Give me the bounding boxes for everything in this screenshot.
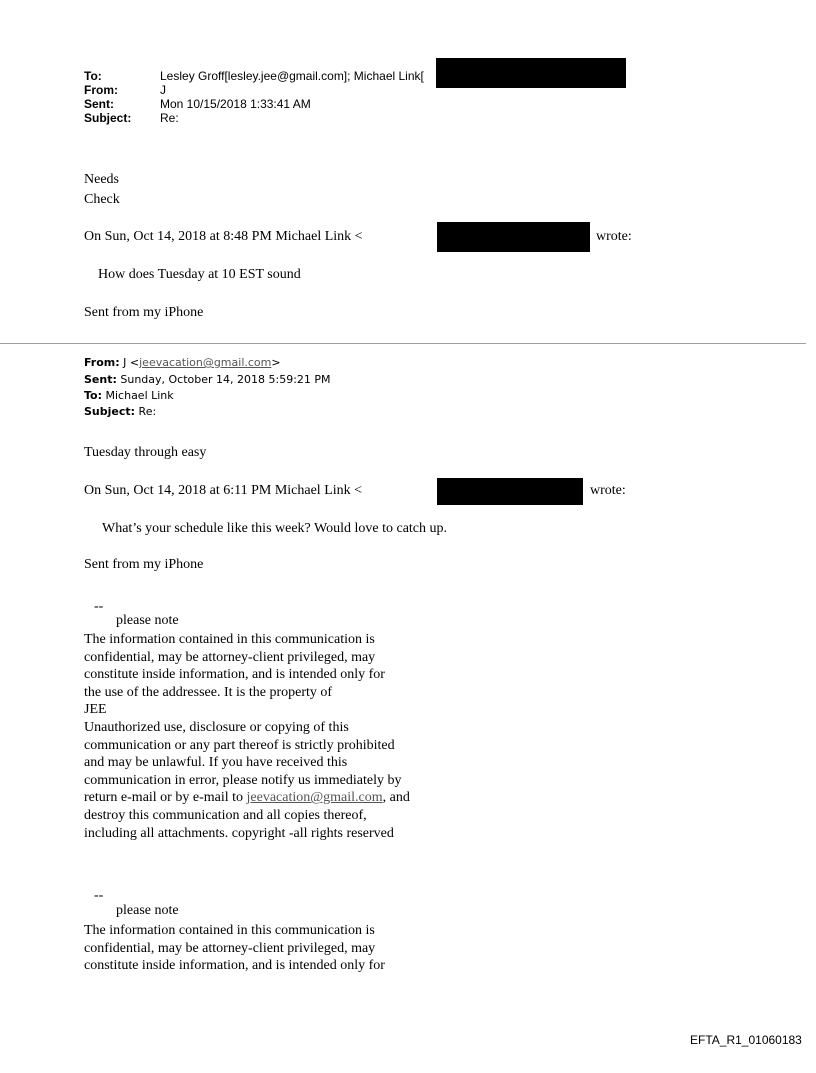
- fwd-subject-label: Subject:: [84, 405, 136, 418]
- fwd-to-label: To:: [84, 389, 102, 402]
- disclaimer-line: including all attachments. copyright -all rights reserved: [84, 825, 394, 841]
- disclaimer-line: The information contained in this communication is: [84, 632, 375, 647]
- fwd-subject-value: Re:: [138, 405, 157, 418]
- redaction-box: [437, 222, 590, 252]
- quoted-text: How does Tuesday at 10 EST sound: [98, 267, 301, 282]
- subject-label: Subject:: [84, 111, 132, 125]
- disclaimer-line: destroy this communication and all copies thereof,: [84, 807, 367, 823]
- disclaimer-line: communication or any part thereof is strictly prohibited: [84, 737, 395, 753]
- header-to: [84, 69, 424, 83]
- disclaimer-text: [84, 922, 385, 975]
- to-value: Lesley Groff[lesley.jee@gmail.com]; Michael Link[: [160, 69, 424, 83]
- disclaimer-line: the use of the addressee. It is the property of: [84, 684, 333, 700]
- fwd-subject: [84, 405, 156, 418]
- body-line: Needs: [84, 172, 119, 187]
- disclaimer-line: constitute inside information, and is intended only for: [84, 958, 385, 974]
- signature: Sent from my iPhone: [84, 305, 204, 320]
- from-label: From:: [84, 83, 118, 97]
- header-subject: [84, 111, 179, 125]
- disclaimer-text-part: return e-mail or by e-mail to: [84, 790, 247, 806]
- redaction-box: [436, 58, 626, 88]
- fwd-sent-value: Sunday, October 14, 2018 5:59:21 PM: [120, 373, 331, 386]
- fwd-to: [84, 389, 174, 402]
- wrote-label: wrote:: [590, 483, 626, 498]
- fwd-from-email-link[interactable]: jeevacation@gmail.com: [139, 356, 272, 369]
- disclaimer-line: confidential, may be attorney-client privileged, may: [84, 649, 376, 665]
- body-line: Check: [84, 192, 120, 207]
- header-sent: [84, 97, 311, 111]
- disclaimer-line: confidential, may be attorney-client privileged, may: [84, 940, 376, 956]
- to-label: To:: [84, 69, 102, 83]
- disclaimer-line: constitute inside information, and is intended only for: [84, 667, 385, 683]
- signature: Sent from my iPhone: [84, 557, 204, 572]
- fwd-from-close: >: [271, 356, 281, 369]
- disclaimer-line: Unauthorized use, disclosure or copying of this: [84, 719, 349, 735]
- sent-value: Mon 10/15/2018 1:33:41 AM: [160, 97, 311, 111]
- subject-value: Re:: [160, 111, 179, 125]
- fwd-to-value: Michael Link: [105, 389, 174, 402]
- document-id: EFTA_R1_01060183: [690, 1033, 802, 1047]
- sig-dashes: --: [94, 888, 104, 903]
- fwd-from-label: From:: [84, 356, 120, 369]
- quote-intro: On Sun, Oct 14, 2018 at 6:11 PM Michael Link <: [84, 483, 363, 498]
- wrote-label: wrote:: [596, 229, 632, 244]
- divider: [0, 343, 806, 344]
- from-value: J: [160, 83, 166, 97]
- disclaimer-line: and may be unlawful. If you have received this: [84, 755, 348, 771]
- fwd-sent: [84, 373, 331, 386]
- disclaimer-line: communication in error, please notify us immediately by: [84, 772, 402, 788]
- quote-intro: On Sun, Oct 14, 2018 at 8:48 PM Michael Link <: [84, 229, 363, 244]
- sent-label: Sent:: [84, 97, 114, 111]
- quoted-text: What’s your schedule like this week? Would love to catch up.: [102, 521, 448, 536]
- fwd-sent-label: Sent:: [84, 373, 117, 386]
- body-line: Tuesday through easy: [84, 445, 207, 460]
- disclaimer-text-part: , and: [382, 790, 410, 806]
- redaction-box: [437, 478, 583, 505]
- please-note: please note: [116, 903, 179, 918]
- sig-dashes: --: [94, 599, 104, 614]
- disclaimer-text: [84, 631, 410, 842]
- fwd-from: [84, 356, 281, 369]
- disclaimer-line: [84, 789, 410, 807]
- fwd-from-name: J <: [123, 356, 140, 369]
- header-from: [84, 83, 166, 97]
- email-link[interactable]: jeevacation@gmail.com: [246, 790, 383, 806]
- disclaimer-line: The information contained in this communication is: [84, 923, 375, 938]
- please-note: please note: [116, 613, 179, 628]
- disclaimer-line: JEE: [84, 702, 107, 718]
